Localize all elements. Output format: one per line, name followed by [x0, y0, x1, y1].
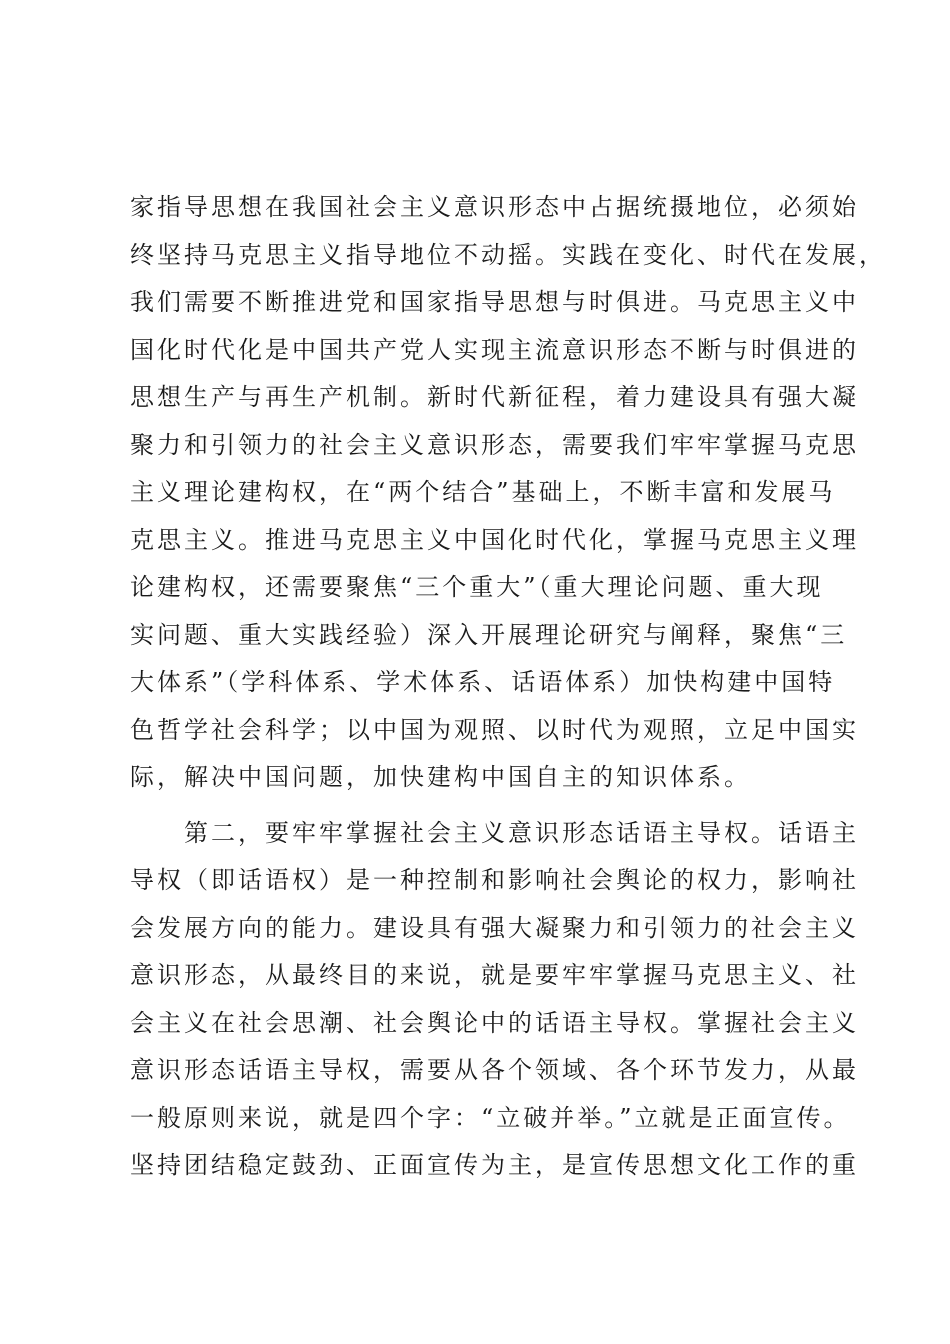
body-text — [130, 184, 886, 1190]
text-line: 主义理论建构权，在“两个结合”基础上，不断丰富和发展马 — [130, 478, 836, 506]
paragraph-1 — [130, 184, 886, 802]
text-line: 大体系”（学科体系、学术体系、话语体系）加快构建中国特 — [130, 668, 836, 696]
paragraph-2 — [130, 810, 859, 1190]
text-line: 终坚持马克思主义指导地位不动摇。实践在变化、时代在发展， — [130, 240, 886, 269]
text-line: 际，解决中国问题，加快建构中国自主的知识体系。 — [130, 763, 751, 791]
text-line: 思想生产与再生产机制。新时代新征程，着力建设具有强大凝 — [130, 383, 859, 411]
text-line: 聚力和引领力的社会主义意识形态，需要我们牢牢掌握马克思 — [130, 430, 859, 459]
text-line: 会主义在社会思潮、社会舆论中的话语主导权。掌握社会主义 — [130, 1008, 859, 1037]
text-line: 实问题、重大实践经验）深入开展理论研究与阐释，聚焦“三 — [130, 620, 848, 649]
text-line: 导权（即话语权）是一种控制和影响社会舆论的权力，影响社 — [130, 866, 859, 894]
paragraph-gap — [130, 802, 850, 810]
text-line: 第二，要牢牢掌握社会主义意识形态话语主导权。话语主 — [130, 818, 859, 847]
text-line: 一般原则来说，就是四个字：“立破并举。”立就是正面宣传。 — [130, 1103, 851, 1132]
text-line: 坚持团结稳定鼓劲、正面宣传为主，是宣传思想文化工作的重 — [130, 1151, 859, 1179]
text-line: 我们需要不断推进党和国家指导思想与时俱进。马克思主义中 — [130, 288, 859, 316]
text-line: 色哲学社会科学；以中国为观照、以时代为观照，立足中国实 — [130, 715, 859, 744]
text-line: 意识形态话语主导权，需要从各个领域、各个环节发力，从最 — [130, 1056, 859, 1084]
text-line: 意识形态，从最终目的来说，就是要牢牢掌握马克思主义、社 — [130, 961, 859, 989]
text-line: 家指导思想在我国社会主义意识形态中占据统摄地位，必须始 — [130, 193, 859, 221]
text-line: 论建构权，还需要聚焦“三个重大”（重大理论问题、重大现 — [130, 573, 824, 601]
text-line: 克思主义。推进马克思主义中国化时代化，掌握马克思主义理 — [130, 525, 859, 554]
text-line: 会发展方向的能力。建设具有强大凝聚力和引领力的社会主义 — [130, 913, 859, 942]
text-line: 国化时代化是中国共产党人实现主流意识形态不断与时俱进的 — [130, 335, 859, 364]
